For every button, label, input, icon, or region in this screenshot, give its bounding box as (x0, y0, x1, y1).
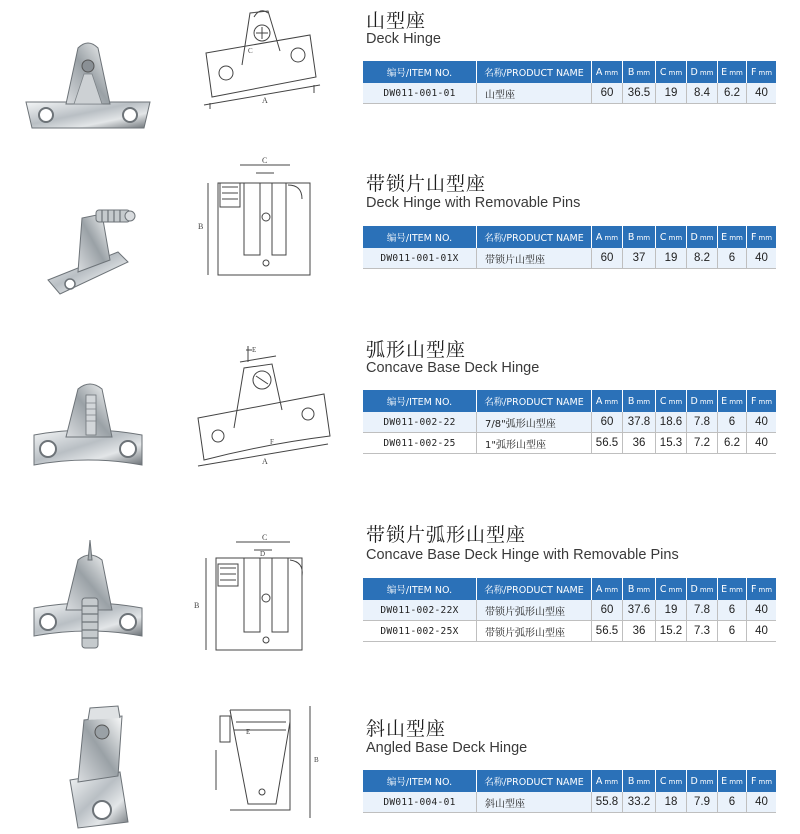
column-header: F mm (747, 770, 777, 792)
dimension-F-cell: 40 (747, 792, 777, 813)
column-header: 名称/PRODUCT NAME (477, 61, 592, 83)
table-header-row (363, 61, 776, 83)
column-header: 编号/ITEM NO. (363, 390, 477, 412)
deck-hinge-pins-drawing (190, 155, 345, 290)
item-number-cell: DW011-002-22 (363, 412, 477, 433)
section-title-cn: 弧形山型座 (366, 339, 467, 361)
column-header: C mm (656, 578, 687, 600)
table-row (363, 412, 776, 433)
column-header: 编号/ITEM NO. (363, 61, 477, 83)
section-title-en: Deck Hinge with Removable Pins (366, 195, 581, 211)
dimension-C-cell: 19 (656, 83, 687, 104)
svg-text:D: D (260, 550, 266, 558)
product-name-cell: 斜山型座 (477, 792, 592, 813)
concave-hinge-photo (18, 375, 158, 485)
dimension-E-cell: 6 (718, 412, 747, 433)
dimension-E-cell: 6 (718, 621, 747, 642)
section-deck-hinge (0, 0, 800, 160)
dimension-F-cell: 40 (747, 83, 777, 104)
svg-text:F: F (270, 438, 274, 446)
column-header: C mm (656, 770, 687, 792)
spec-table (363, 226, 776, 269)
dimension-F-cell: 40 (747, 621, 777, 642)
column-header: D mm (687, 770, 718, 792)
dimension-B-cell: 36 (623, 433, 656, 454)
product-name-cell: 山型座 (477, 83, 592, 104)
dimension-E-cell: 6 (718, 248, 747, 269)
dimension-F-cell: 40 (747, 412, 777, 433)
section-title-cn: 斜山型座 (366, 718, 447, 740)
svg-text:B: B (314, 756, 319, 764)
dimension-D-cell: 8.4 (687, 83, 718, 104)
dimension-A-cell: 60 (592, 248, 623, 269)
angled-hinge-drawing (190, 700, 345, 828)
dimension-B-cell: 36 (623, 621, 656, 642)
dimension-A-cell: 60 (592, 83, 623, 104)
item-number-cell: DW011-004-01 (363, 792, 477, 813)
column-header: B mm (623, 226, 656, 248)
column-header: F mm (747, 226, 777, 248)
dimension-E-cell: 6.2 (718, 83, 747, 104)
section-title-en: Concave Base Deck Hinge (366, 360, 540, 376)
table-row (363, 433, 776, 454)
product-name-cell: 带锁片山型座 (477, 248, 592, 269)
column-header: 名称/PRODUCT NAME (477, 578, 592, 600)
section-concave-hinge-pins (0, 510, 800, 690)
section-title-cn: 带锁片山型座 (366, 173, 487, 195)
dimension-B-cell: 37 (623, 248, 656, 269)
column-header: 编号/ITEM NO. (363, 770, 477, 792)
concave-hinge-pins-drawing (190, 528, 345, 668)
column-header: B mm (623, 390, 656, 412)
table-row (363, 621, 776, 642)
item-number-cell: DW011-001-01X (363, 248, 477, 269)
table-row (363, 600, 776, 621)
item-number-cell: DW011-002-25 (363, 433, 477, 454)
svg-text:E: E (252, 346, 257, 354)
column-header: D mm (687, 226, 718, 248)
svg-text:C: C (262, 533, 268, 542)
dimension-F-cell: 40 (747, 248, 777, 269)
item-number-cell: DW011-002-22X (363, 600, 477, 621)
dimension-D-cell: 7.3 (687, 621, 718, 642)
column-header: A mm (592, 390, 623, 412)
column-header: F mm (747, 578, 777, 600)
dimension-D-cell: 8.2 (687, 248, 718, 269)
angled-hinge-photo (18, 702, 158, 830)
svg-text:C: C (262, 156, 268, 165)
dimension-A-cell: 56.5 (592, 621, 623, 642)
column-header: E mm (718, 390, 747, 412)
column-header: A mm (592, 770, 623, 792)
dimension-F-cell: 40 (747, 600, 777, 621)
product-name-cell: 7/8"弧形山型座 (477, 412, 592, 433)
spec-table (363, 390, 776, 454)
column-header: B mm (623, 578, 656, 600)
column-header: 名称/PRODUCT NAME (477, 390, 592, 412)
column-header: E mm (718, 578, 747, 600)
section-angled-hinge (0, 690, 800, 834)
column-header: D mm (687, 578, 718, 600)
column-header: 编号/ITEM NO. (363, 226, 477, 248)
column-header: 编号/ITEM NO. (363, 578, 477, 600)
table-header-row (363, 390, 776, 412)
dimension-A-cell: 60 (592, 412, 623, 433)
column-header: B mm (623, 61, 656, 83)
deck-hinge-photo (18, 30, 158, 140)
spec-table (363, 578, 776, 642)
section-deck-hinge-pins (0, 156, 800, 330)
column-header: D mm (687, 61, 718, 83)
deck-hinge-pins-photo (18, 190, 158, 305)
column-header: 名称/PRODUCT NAME (477, 770, 592, 792)
dimension-C-cell: 19 (656, 600, 687, 621)
dimension-A-cell: 55.8 (592, 792, 623, 813)
dimension-B-cell: 37.8 (623, 412, 656, 433)
dimension-B-cell: 36.5 (623, 83, 656, 104)
column-header: C mm (656, 390, 687, 412)
dimension-A-cell: 60 (592, 600, 623, 621)
svg-text:B: B (194, 601, 200, 610)
product-name-cell: 1"弧形山型座 (477, 433, 592, 454)
product-name-cell: 带锁片弧形山型座 (477, 600, 592, 621)
dimension-C-cell: 18.6 (656, 412, 687, 433)
section-title-en: Angled Base Deck Hinge (366, 740, 528, 756)
dimension-E-cell: 6 (718, 600, 747, 621)
section-title-en: Deck Hinge (366, 31, 441, 47)
svg-text:B: B (198, 222, 204, 231)
spec-table (363, 61, 776, 104)
table-header-row (363, 226, 776, 248)
svg-text:C: C (248, 47, 253, 55)
dimension-E-cell: 6 (718, 792, 747, 813)
dimension-D-cell: 7.8 (687, 412, 718, 433)
column-header: E mm (718, 61, 747, 83)
svg-text:A: A (262, 457, 268, 466)
table-row (363, 792, 776, 813)
dimension-C-cell: 19 (656, 248, 687, 269)
column-header: B mm (623, 770, 656, 792)
item-number-cell: DW011-002-25X (363, 621, 477, 642)
dimension-C-cell: 15.2 (656, 621, 687, 642)
section-title-cn: 山型座 (366, 10, 427, 32)
column-header: E mm (718, 770, 747, 792)
dimension-E-cell: 6.2 (718, 433, 747, 454)
dimension-D-cell: 7.2 (687, 433, 718, 454)
product-name-cell: 带锁片弧形山型座 (477, 621, 592, 642)
column-header: F mm (747, 61, 777, 83)
column-header: C mm (656, 61, 687, 83)
concave-hinge-pins-photo (18, 538, 158, 668)
column-header: A mm (592, 61, 623, 83)
svg-text:A: A (262, 96, 268, 105)
column-header: F mm (747, 390, 777, 412)
dimension-D-cell: 7.9 (687, 792, 718, 813)
table-header-row (363, 770, 776, 792)
concave-hinge-drawing (190, 340, 345, 480)
dimension-B-cell: 37.6 (623, 600, 656, 621)
dimension-C-cell: 15.3 (656, 433, 687, 454)
column-header: D mm (687, 390, 718, 412)
column-header: E mm (718, 226, 747, 248)
column-header: C mm (656, 226, 687, 248)
column-header: A mm (592, 226, 623, 248)
dimension-B-cell: 33.2 (623, 792, 656, 813)
table-row (363, 248, 776, 269)
section-title-cn: 带锁片弧形山型座 (366, 524, 527, 546)
item-number-cell: DW011-001-01 (363, 83, 477, 104)
svg-text:E: E (246, 728, 251, 736)
table-header-row (363, 578, 776, 600)
section-concave-hinge (0, 330, 800, 510)
dimension-F-cell: 40 (747, 433, 777, 454)
deck-hinge-drawing (190, 5, 345, 120)
column-header: 名称/PRODUCT NAME (477, 226, 592, 248)
dimension-A-cell: 56.5 (592, 433, 623, 454)
column-header: A mm (592, 578, 623, 600)
spec-table (363, 770, 776, 813)
dimension-C-cell: 18 (656, 792, 687, 813)
section-title-en: Concave Base Deck Hinge with Removable Pins (366, 547, 679, 563)
table-row (363, 83, 776, 104)
dimension-D-cell: 7.8 (687, 600, 718, 621)
